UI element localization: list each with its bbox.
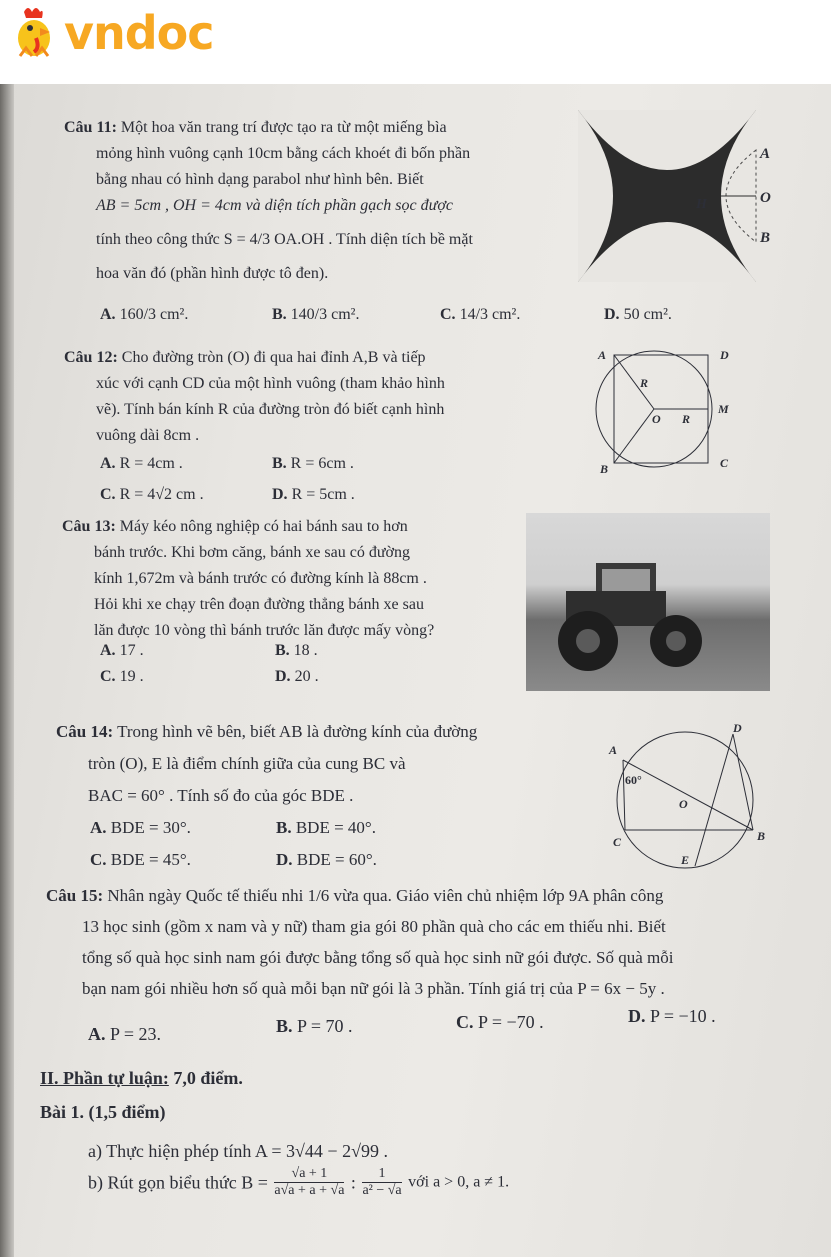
figure-label: M bbox=[718, 402, 729, 416]
option-b[interactable]: B. R = 6cm . bbox=[272, 455, 354, 472]
question-text-line: tròn (O), E là điểm chính giữa của cung BC và bbox=[88, 754, 406, 773]
figure-label: R bbox=[640, 376, 649, 390]
part-2-heading bbox=[40, 1068, 243, 1089]
question-text-line: vuông dài 8cm . bbox=[96, 427, 200, 444]
option-a[interactable]: A. BDE = 30°. bbox=[90, 818, 191, 837]
page-edge-shadow bbox=[0, 84, 14, 1257]
question-text-line: Nhân ngày Quốc tế thiếu nhi 1/6 vừa qua. Giáo viên chủ nhiệm lớp 9A phân công bbox=[107, 886, 664, 905]
figure-label: O bbox=[652, 412, 661, 426]
question-text-line: bạn nam gói nhiều hơn số quà mỗi bạn nữ gói là 3 phần. Tính giá trị của P = 6x − 5y . bbox=[82, 979, 665, 998]
part-2-title: II. Phần tự luận: bbox=[40, 1068, 169, 1088]
fraction-1 bbox=[274, 1166, 344, 1199]
question-label: Câu 14: bbox=[56, 722, 114, 741]
option-c[interactable]: C. BDE = 45°. bbox=[90, 850, 191, 869]
figure-label: O bbox=[679, 797, 688, 811]
option-d[interactable]: D. R = 5cm . bbox=[272, 486, 355, 503]
tractor-icon bbox=[526, 513, 770, 691]
question-text-line: vẽ). Tính bán kính R của đường tròn đó biết cạnh hình bbox=[96, 401, 445, 418]
question-15 bbox=[46, 880, 826, 1004]
option-d[interactable]: D. 20 . bbox=[275, 668, 319, 685]
question-label: Câu 13: bbox=[62, 518, 116, 535]
figure-label: E bbox=[681, 853, 690, 867]
question-label: Câu 11: bbox=[64, 119, 117, 136]
question-label: Câu 12: bbox=[64, 349, 118, 366]
question-text-line: bằng nhau có hình dạng parabol như hình bên. Biết bbox=[96, 171, 424, 188]
question-text-line: Hỏi khi xe chạy trên đoạn đường thẳng bánh xe sau bbox=[94, 596, 424, 613]
fraction-numerator: 1 bbox=[362, 1166, 401, 1183]
circle-square-figure bbox=[590, 345, 750, 480]
figure-label: B bbox=[600, 462, 609, 476]
question-text-line: tính theo công thức S = 4/3 OA.OH . Tính diện tích bề mặt bbox=[96, 231, 473, 248]
option-c[interactable]: C. 14/3 cm². bbox=[440, 306, 521, 323]
option-c[interactable]: C. 19 . bbox=[100, 668, 144, 685]
question-14 bbox=[56, 716, 576, 812]
fraction-denominator: a² − √a bbox=[362, 1183, 402, 1198]
question-text-line: kính 1,672m và bánh trước có đường kính là 88cm . bbox=[94, 570, 427, 587]
question-label: Câu 15: bbox=[46, 886, 104, 905]
parabola-figure bbox=[578, 110, 788, 285]
figure-label: A bbox=[760, 146, 771, 162]
option-a[interactable]: A. P = 23. bbox=[88, 1024, 161, 1044]
figure-label: B bbox=[760, 230, 771, 246]
option-b[interactable]: B. BDE = 40°. bbox=[276, 818, 376, 837]
option-d[interactable]: D. P = −10 . bbox=[628, 1006, 716, 1026]
question-13 bbox=[62, 514, 522, 644]
option-b[interactable]: B. 18 . bbox=[275, 642, 318, 659]
bai-1-b-suffix: với a > 0, a ≠ 1. bbox=[408, 1173, 510, 1191]
option-a[interactable]: A. R = 4cm . bbox=[100, 455, 183, 472]
bai-1-heading: Bài 1. (1,5 điểm) bbox=[40, 1102, 166, 1122]
figure-label: C bbox=[720, 456, 729, 470]
question-text-line: xúc với cạnh CD của một hình vuông (tham khảo hình bbox=[96, 375, 445, 392]
option-c[interactable]: C. R = 4√2 cm . bbox=[100, 486, 204, 503]
option-d[interactable]: D. 50 cm². bbox=[604, 306, 672, 323]
tractor-photo bbox=[526, 513, 770, 691]
figure-label: H bbox=[696, 197, 707, 212]
divide-sign: : bbox=[350, 1172, 356, 1193]
option-a[interactable]: A. 160/3 cm². bbox=[100, 306, 189, 323]
question-text-line: mỏng hình vuông cạnh 10cm bằng cách khoét đi bốn phần bbox=[96, 145, 471, 162]
option-b[interactable]: B. 140/3 cm². bbox=[272, 306, 360, 323]
bai-1-a: a) Thực hiện phép tính A = 3√44 − 2√99 . bbox=[88, 1141, 388, 1161]
figure-label: A bbox=[609, 743, 618, 757]
question-text-line: lăn được 10 vòng thì bánh trước lăn được mấy vòng? bbox=[94, 622, 435, 639]
circle-angle-figure bbox=[605, 720, 775, 880]
rooster-icon bbox=[6, 4, 62, 62]
bai-1-b-prefix: b) Rút gọn biểu thức B = bbox=[88, 1172, 268, 1193]
figure-label: A bbox=[598, 348, 607, 362]
question-text-line: 13 học sinh (gồm x nam và y nữ) tham gia gói 80 phần quà cho các em thiếu nhi. Biết bbox=[82, 917, 666, 936]
figure-label: 60° bbox=[625, 773, 642, 787]
option-b[interactable]: B. P = 70 . bbox=[276, 1016, 353, 1036]
question-text-line: Máy kéo nông nghiệp có hai bánh sau to hơn bbox=[119, 518, 408, 535]
question-11 bbox=[64, 115, 559, 287]
question-text-line: AB = 5cm , OH = 4cm và diện tích phần gạch sọc được bbox=[96, 197, 453, 214]
question-text-line: Cho đường tròn (O) đi qua hai đỉnh A,B và tiếp bbox=[121, 349, 426, 366]
brand-logo[interactable] bbox=[6, 4, 236, 64]
question-12 bbox=[64, 345, 554, 449]
question-text-line: BAC = 60° . Tính số đo của góc BDE . bbox=[88, 786, 354, 805]
option-c[interactable]: C. P = −70 . bbox=[456, 1012, 544, 1032]
question-text-line: Một hoa văn trang trí được tạo ra từ một miếng bìa bbox=[120, 119, 447, 136]
bai-1-b bbox=[88, 1166, 509, 1199]
fraction-denominator: a√a + a + √a bbox=[274, 1183, 345, 1198]
option-d[interactable]: D. BDE = 60°. bbox=[276, 850, 377, 869]
fraction-2 bbox=[362, 1166, 401, 1199]
question-text-line: hoa văn đó (phần hình được tô đen). bbox=[96, 265, 329, 282]
figure-label: B bbox=[757, 829, 766, 843]
question-text-line: tổng số quà học sinh nam gói được bằng tổng số quà học sinh nữ gói được. Số quà mỗi bbox=[82, 948, 674, 967]
figure-label: R bbox=[682, 412, 691, 426]
part-2-points: 7,0 điểm. bbox=[173, 1068, 243, 1088]
figure-label: C bbox=[613, 835, 622, 849]
brand-name: vndoc bbox=[64, 6, 214, 60]
figure-label: D bbox=[733, 721, 742, 735]
figure-label: D bbox=[720, 348, 729, 362]
site-header bbox=[0, 0, 831, 84]
question-text-line: Trong hình vẽ bên, biết AB là đường kính của đường bbox=[117, 722, 478, 741]
question-text-line: bánh trước. Khi bơm căng, bánh xe sau có đường bbox=[94, 544, 410, 561]
option-a[interactable]: A. 17 . bbox=[100, 642, 144, 659]
fraction-numerator: √a + 1 bbox=[274, 1166, 344, 1183]
figure-label: O bbox=[760, 190, 771, 206]
